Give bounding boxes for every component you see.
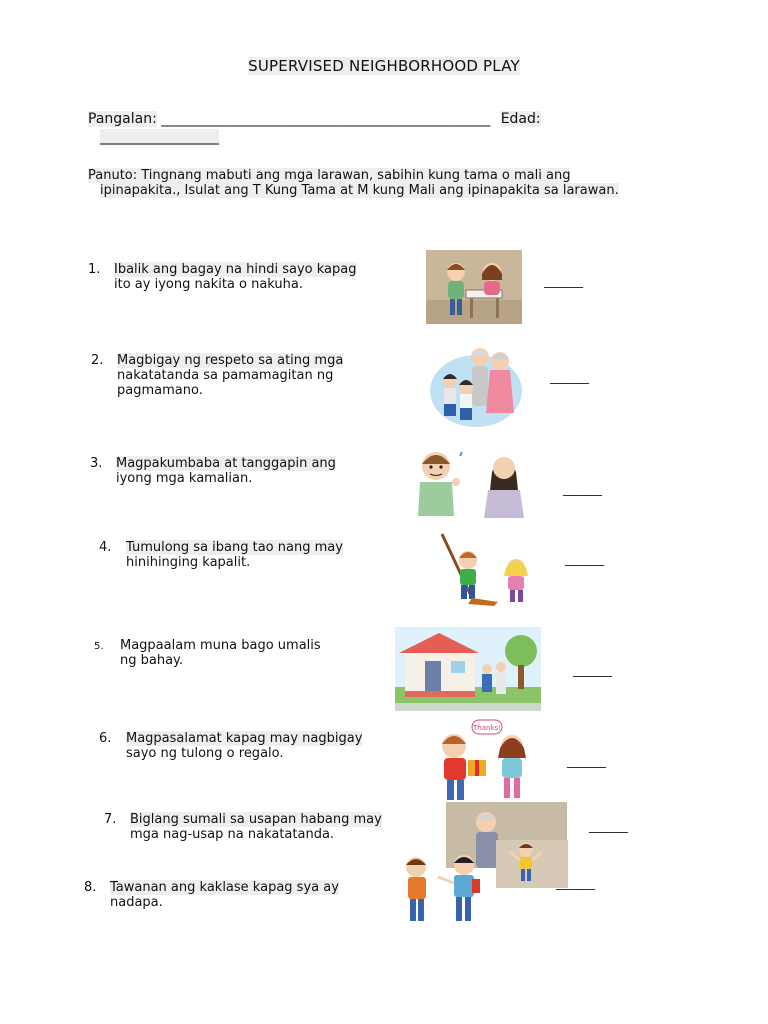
item-7-number: 7. [104,812,117,827]
name-age-line [88,110,541,146]
item-3-text [116,456,336,486]
item-5-line-2: ng bahay. [120,653,184,668]
item-7-line-2: mga nag-usap na nakatatanda. [130,827,335,842]
item-5-line-1: Magpaalam muna bago umalis [120,638,321,653]
item-1-line-2: ito ay iyong nakita o nakuha. [114,277,304,292]
item-8-number: 8. [84,880,97,895]
item-4-line-1: Tumulong sa ibang tao nang may [126,540,343,555]
item-2-answer-blank[interactable]: _______ [550,370,589,384]
item-5-answer-blank[interactable]: _______ [573,663,612,677]
age-label: Edad: [500,111,541,127]
item-3-line-1: Magpakumbaba at tanggapin ang [116,456,336,471]
item-2-line-2: nakatatanda sa pamamagitan ng [117,368,334,383]
item-8-line-1: Tawanan ang kaklase kapag sya ay [110,880,339,895]
item-6-answer-blank[interactable]: _______ [567,754,606,768]
item-6-line-2: sayo ng tulong o regalo. [126,746,284,761]
item-2-line-1: Magbigay ng respeto sa ating mga [117,353,344,368]
boy-apologizing-illustration [410,446,530,518]
item-7-answer-blank[interactable]: _______ [589,819,628,833]
worksheet-title-text: SUPERVISED NEIGHBORHOOD PLAY [248,57,520,75]
name-blank[interactable]: _______________________________________________ [161,111,491,127]
kids-at-desk-illustration [426,250,522,324]
instructions-line-1: Panuto: Tingnang mabuti ang mga larawan, sabihin kung tama o mali ang [88,168,571,183]
item-8-line-2: nadapa. [110,895,163,910]
item-6-line-1: Magpasalamat kapag may nagbigay [126,731,363,746]
instructions-line-2: ipinapakita., Isulat ang T Kung Tama at M kung Mali ang ipinapakita sa larawan. [100,182,619,198]
item-1-answer-blank[interactable]: _______ [544,274,583,288]
item-4-text [126,540,343,570]
item-5-text [120,638,321,668]
item-8-answer-blank[interactable]: _______ [556,876,595,890]
item-6-number: 6. [99,731,112,746]
item-4-number: 4. [99,540,112,555]
worksheet-title [0,57,768,75]
item-5-number: 5. [94,641,104,652]
instructions [88,169,688,198]
item-1-number: 1. [88,262,101,277]
item-4-line-2: hinihinging kapalit. [126,555,251,570]
item-4-image [436,532,548,608]
name-label: Pangalan: [88,111,157,127]
item-6-text [126,731,362,761]
item-1-text [114,262,356,292]
item-7-text [130,812,382,842]
item-3-line-2: iyong mga kamalian. [116,471,253,486]
item-8-text [110,880,339,910]
item-3-image [410,446,530,518]
item-2-text [117,353,343,398]
item-3-number: 3. [90,456,103,471]
item-8-image [398,853,484,925]
mano-elders-illustration [428,343,524,429]
item-2-line-3: pagmamano. [117,383,203,398]
item-5-image [395,627,541,711]
kids-sweeping-illustration [436,532,548,608]
item-4-answer-blank[interactable]: _______ [565,552,604,566]
item-2-image [428,343,524,429]
kids-gift-thanks-illustration [432,718,538,804]
family-leaving-house-illustration [395,627,541,711]
item-3-answer-blank[interactable]: _______ [563,482,602,496]
age-blank[interactable]: _________________ [100,129,219,145]
thanks-bubble-text: Thanks! [473,724,501,732]
item-2-number: 2. [91,353,104,368]
item-1-image [426,250,522,324]
boys-laughing-illustration [398,853,484,925]
item-6-image [432,718,538,804]
item-7-line-1: Biglang sumali sa usapan habang may [130,812,382,827]
item-1-line-1: Ibalik ang bagay na hindi sayo kapag [114,262,357,277]
